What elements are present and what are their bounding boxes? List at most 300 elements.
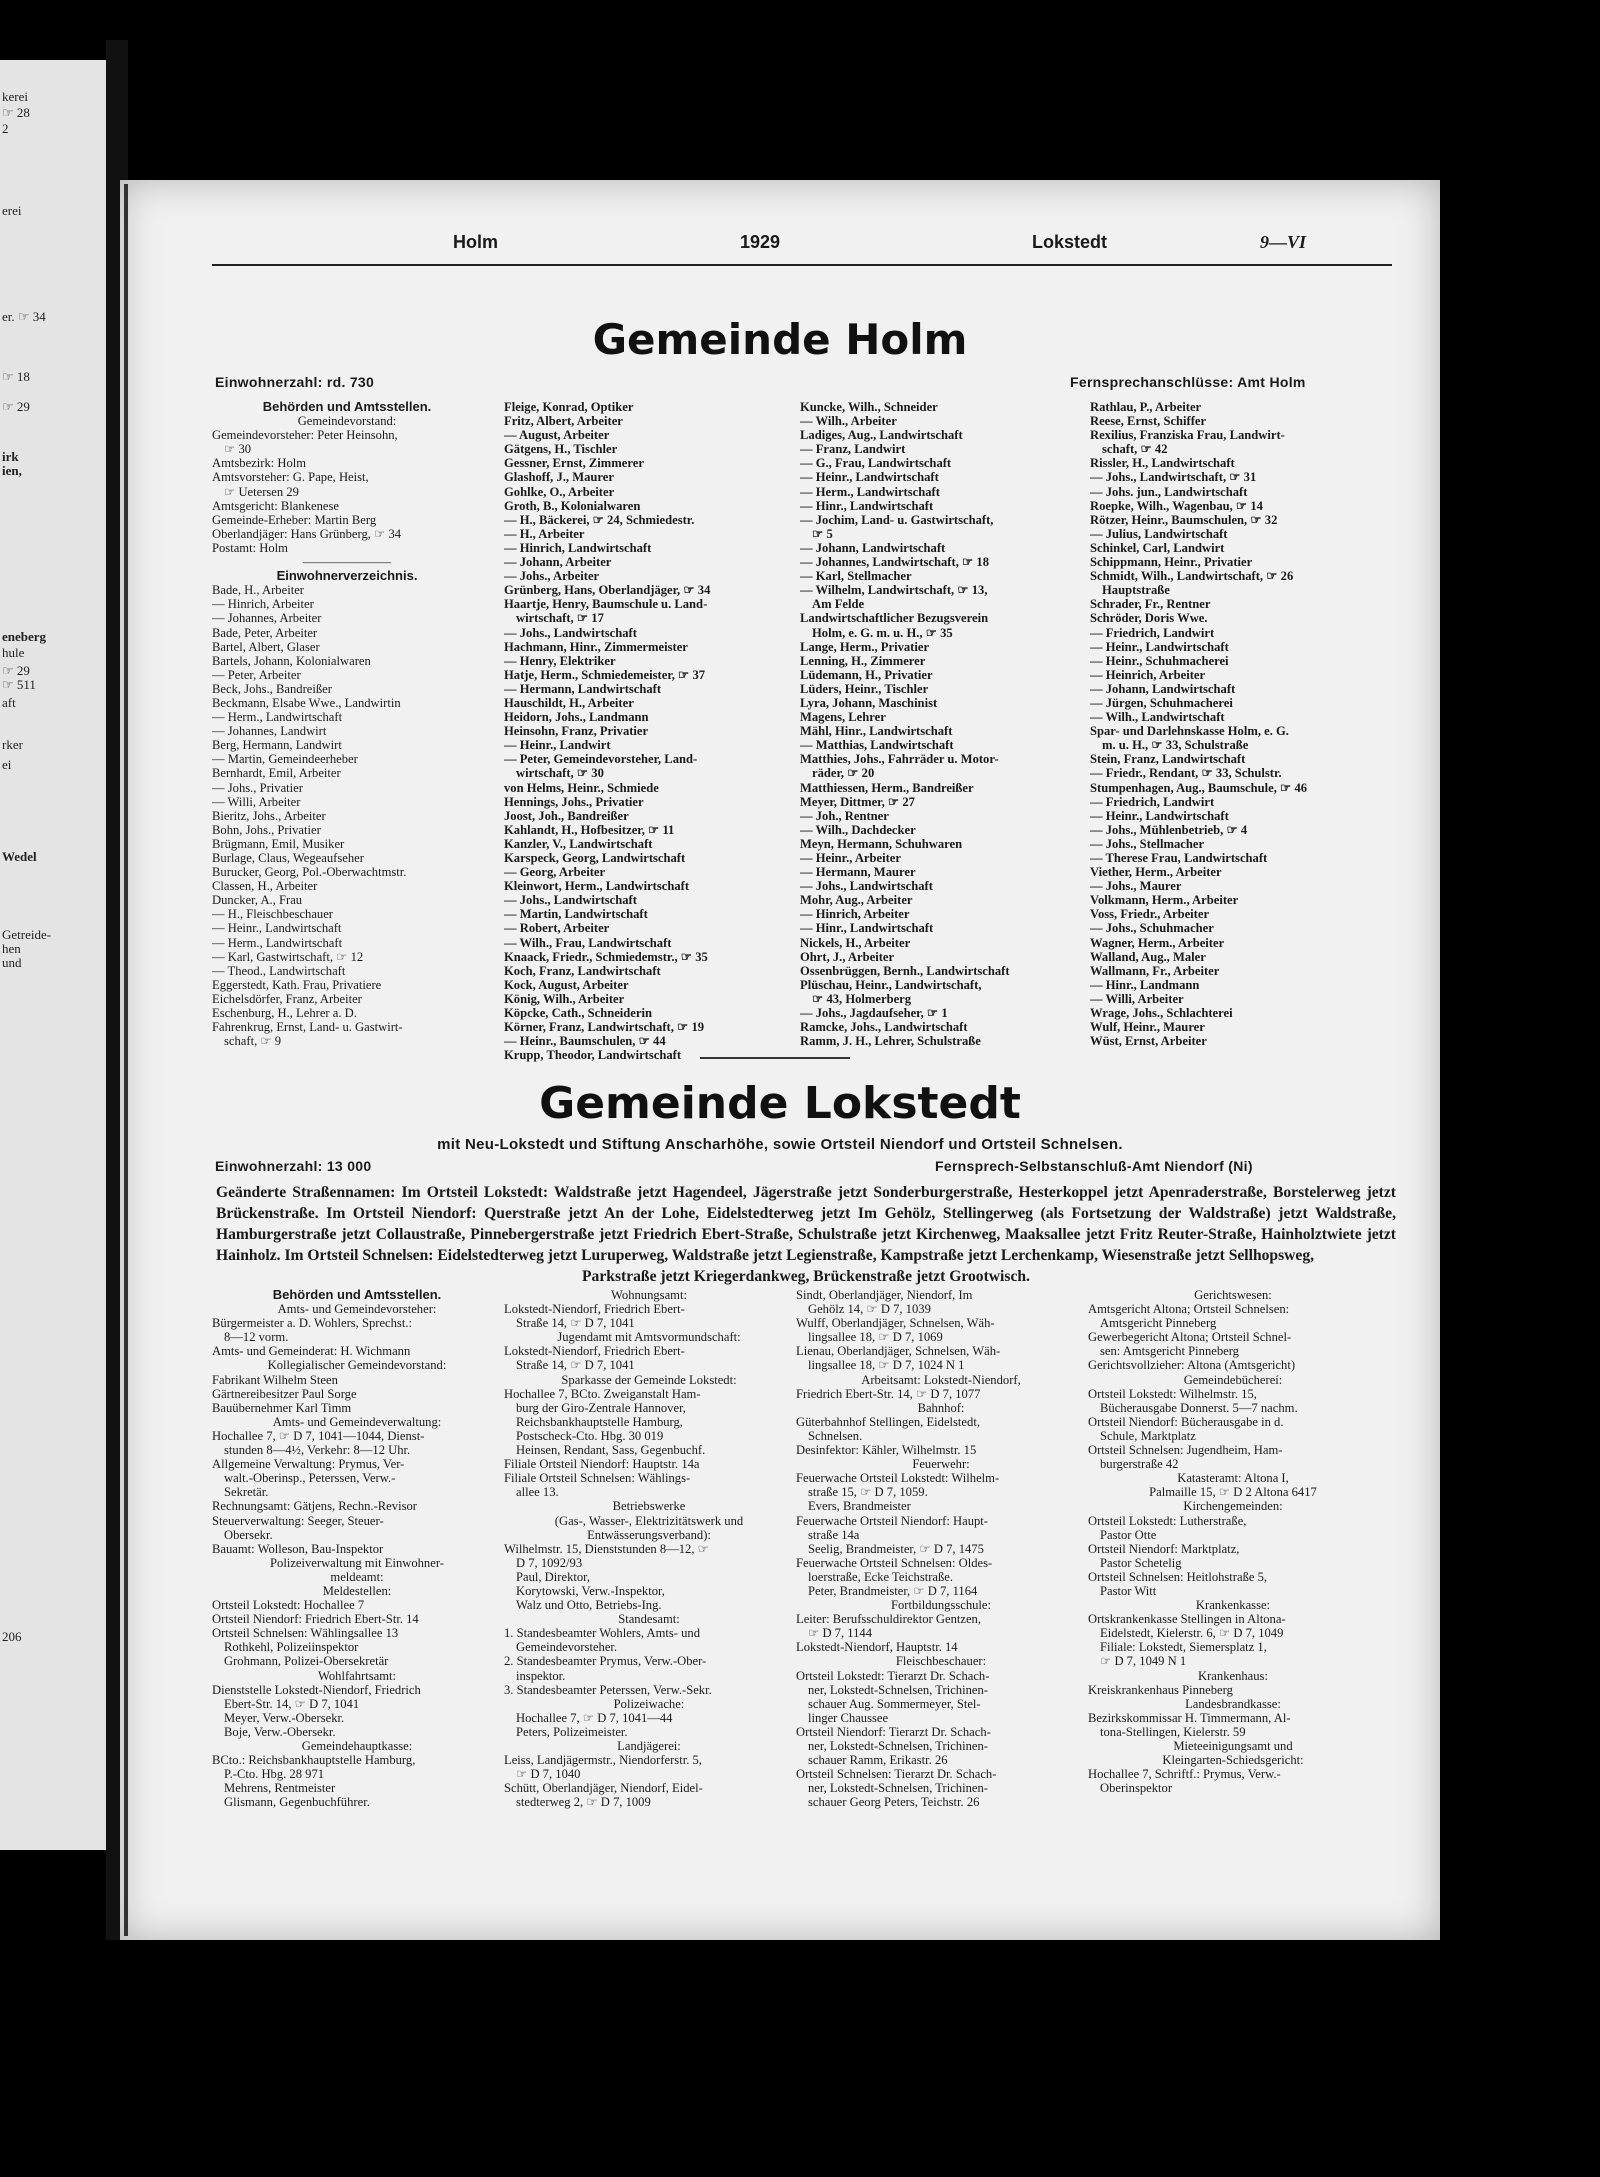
directory-line: — Julius, Landwirtschaft bbox=[1090, 526, 1228, 541]
directory-line: Mieteeinigungsamt und bbox=[1173, 1739, 1293, 1753]
directory-line: — Johs., Landwirtschaft bbox=[504, 625, 637, 640]
directory-line: schauer Ramm, Erikastr. 26 bbox=[808, 1753, 948, 1768]
directory-line: Bürgermeister a. D. Wohlers, Sprechst.: bbox=[212, 1316, 412, 1331]
lokstedt-column-4 bbox=[1088, 1288, 1378, 1795]
directory-line: Mohr, Aug., Arbeiter bbox=[800, 893, 913, 908]
directory-page bbox=[120, 180, 1440, 1940]
directory-line: schaft, ☞ 42 bbox=[1102, 442, 1168, 457]
left-page-text: ei bbox=[2, 757, 12, 772]
directory-line: — Johs., Stellmacher bbox=[1090, 836, 1205, 851]
lokstedt-phone: Fernsprech-Selbstanschluß-Amt Niendorf (Ni) bbox=[935, 1158, 1253, 1174]
directory-line: Krankenkasse: bbox=[1195, 1598, 1271, 1613]
directory-line: Walz und Otto, Betriebs-Ing. bbox=[516, 1598, 662, 1613]
street-name-changes bbox=[216, 1182, 1396, 1287]
directory-line: Grünberg, Hans, Oberlandjäger, ☞ 34 bbox=[504, 583, 711, 598]
directory-line: Walland, Aug., Maler bbox=[1090, 949, 1206, 964]
directory-line: Duncker, A., Frau bbox=[212, 893, 303, 908]
directory-line: wirtschaft, ☞ 17 bbox=[516, 611, 604, 626]
directory-line: Behörden und Amtsstellen. bbox=[262, 400, 432, 414]
left-page-text: ☞ 29 bbox=[2, 399, 30, 414]
directory-line: — Johannes, Landwirt bbox=[212, 724, 327, 739]
directory-line: Bauübernehmer Karl Timm bbox=[212, 1400, 352, 1415]
holm-column-2 bbox=[504, 400, 784, 1062]
left-page-fragment bbox=[0, 60, 112, 1850]
directory-line: Kleinwort, Herm., Landwirtschaft bbox=[504, 879, 690, 894]
left-page-text: kerei bbox=[2, 89, 28, 104]
directory-line: Ortsteil Schnelsen: Heitlohstraße 5, bbox=[1088, 1569, 1268, 1584]
directory-line: Brügmann, Emil, Musiker bbox=[212, 836, 345, 851]
directory-line: — H., Arbeiter bbox=[504, 526, 585, 541]
directory-line: Betriebswerke bbox=[612, 1499, 686, 1514]
directory-line: Sindt, Oberlandjäger, Niendorf, Im bbox=[796, 1288, 973, 1302]
directory-line: Matthies, Johs., Fahrräder u. Motor- bbox=[800, 752, 999, 767]
directory-line: — Heinr., Landwirtschaft bbox=[212, 921, 342, 936]
directory-line: Krupp, Theodor, Landwirtschaft bbox=[504, 1048, 682, 1063]
directory-line: sen: Amtsgericht Pinneberg bbox=[1100, 1344, 1239, 1359]
directory-line: Filiale Ortsteil Niendorf: Hauptstr. 14a bbox=[504, 1457, 700, 1472]
directory-line: Katasteramt: Altona I, bbox=[1177, 1471, 1289, 1486]
directory-line: Kollegialischer Gemeindevorstand: bbox=[267, 1358, 447, 1373]
directory-line: Beckmann, Elsabe Wwe., Landwirtin bbox=[212, 695, 401, 710]
directory-line: Rathlau, P., Arbeiter bbox=[1090, 400, 1202, 414]
directory-line: Kock, August, Arbeiter bbox=[504, 977, 629, 992]
directory-line: Rothkehl, Polizeiinspektor bbox=[224, 1640, 359, 1655]
directory-line: — Hinrich, Arbeiter bbox=[212, 597, 314, 612]
directory-line: — Peter, Gemeindevorsteher, Land- bbox=[504, 752, 698, 767]
directory-line: König, Wilh., Arbeiter bbox=[504, 991, 625, 1006]
directory-line: — Friedrich, Landwirt bbox=[1090, 794, 1215, 809]
directory-line: Hauschildt, H., Arbeiter bbox=[504, 695, 634, 710]
directory-line: — Johannes, Landwirtschaft, ☞ 18 bbox=[800, 555, 990, 570]
directory-line: Leiter: Berufsschuldirektor Gentzen, bbox=[796, 1612, 981, 1627]
directory-line: Ohrt, J., Arbeiter bbox=[800, 949, 895, 964]
directory-line: — Johs. jun., Landwirtschaft bbox=[1090, 484, 1248, 499]
directory-line: — Wilh., Arbeiter bbox=[800, 414, 897, 429]
directory-line: Lokstedt-Niendorf, Friedrich Ebert- bbox=[504, 1302, 685, 1317]
directory-line: Kahlandt, H., Hofbesitzer, ☞ 11 bbox=[504, 822, 675, 837]
directory-line: — Wilh., Landwirtschaft bbox=[1090, 710, 1225, 725]
directory-line: Straße 14, ☞ D 7, 1041 bbox=[516, 1358, 635, 1373]
directory-line: Reese, Ernst, Schiffer bbox=[1090, 414, 1207, 429]
directory-line: Wulff, Oberlandjäger, Schnelsen, Wäh- bbox=[796, 1316, 995, 1331]
directory-line: Heidorn, Johs., Landmann bbox=[504, 710, 649, 725]
left-page-text: ☞ 28 bbox=[2, 105, 30, 120]
directory-line: Hochallee 7, ☞ D 7, 1041—1044, Dienst- bbox=[212, 1428, 425, 1443]
directory-line: loerstraße, Ecke Teichstraße. bbox=[808, 1569, 954, 1584]
directory-line: Rexilius, Franziska Frau, Landwirt- bbox=[1090, 428, 1285, 443]
directory-line: tona-Stellingen, Kielerstr. 59 bbox=[1100, 1724, 1246, 1739]
directory-line: von Helms, Heinr., Schmiede bbox=[504, 780, 659, 795]
directory-line: Am Felde bbox=[812, 597, 865, 612]
left-page-text: ien, bbox=[2, 463, 22, 478]
directory-line: Schmidt, Wilh., Landwirtschaft, ☞ 26 bbox=[1090, 569, 1294, 584]
directory-line: Feuerwache Ortsteil Lokstedt: Wilhelm- bbox=[796, 1471, 1000, 1486]
holm-column-4 bbox=[1090, 400, 1370, 1048]
directory-line: — Hinrich, Landwirtschaft bbox=[504, 540, 652, 555]
directory-line: ☞ 30 bbox=[224, 442, 252, 457]
directory-line: Kanzler, V., Landwirtschaft bbox=[504, 836, 653, 851]
section-divider bbox=[700, 1057, 850, 1059]
directory-line: Glashoff, J., Maurer bbox=[504, 470, 614, 485]
directory-line: — Hermann, Maurer bbox=[800, 865, 916, 880]
left-page-text: eneberg bbox=[2, 629, 47, 644]
directory-line: Eidelstedt, Kielerstr. 6, ☞ D 7, 1049 bbox=[1100, 1626, 1284, 1641]
directory-line: räder, ☞ 20 bbox=[812, 766, 875, 781]
directory-line: — Hinr., Landmann bbox=[1090, 977, 1200, 992]
holm-population: Einwohnerzahl: rd. 730 bbox=[215, 374, 375, 390]
directory-line: Landjägerei: bbox=[617, 1739, 681, 1753]
directory-line: Burlage, Claus, Wegeaufseher bbox=[212, 851, 364, 865]
directory-line: Amts- und Gemeinderat: H. Wichmann bbox=[212, 1344, 411, 1359]
directory-line: Gerichtsvollzieher: Altona (Amtsgericht) bbox=[1088, 1358, 1296, 1373]
directory-line: — Willi, Arbeiter bbox=[1090, 991, 1184, 1006]
directory-line: — Martin, Gemeindeerheber bbox=[212, 752, 358, 767]
directory-line: — Heinr., Landwirtschaft bbox=[1090, 808, 1229, 823]
directory-line: Ortsteil Schnelsen: Tierarzt Dr. Schach- bbox=[796, 1767, 997, 1782]
lokstedt-column-3 bbox=[796, 1288, 1086, 1809]
directory-line: — Heinr., Landwirt bbox=[504, 738, 611, 753]
directory-line: Ortsteil Niendorf: Friedrich Ebert-Str. 14 bbox=[212, 1612, 419, 1627]
directory-line: — Johs., Privatier bbox=[212, 780, 303, 795]
directory-line: Gemeindevorsteher: Peter Heinsohn, bbox=[212, 428, 398, 443]
directory-line: Ortsteil Lokstedt: Hochallee 7 bbox=[212, 1598, 365, 1613]
directory-line: Meldestellen: bbox=[322, 1583, 392, 1598]
directory-line: Krankenhaus: bbox=[1198, 1668, 1268, 1683]
left-page-text: 2 bbox=[2, 121, 9, 136]
directory-line: — Hinr., Landwirtschaft bbox=[800, 498, 934, 513]
directory-line: Schrader, Fr., Rentner bbox=[1090, 597, 1211, 612]
directory-line: Mähl, Hinr., Landwirtschaft bbox=[800, 724, 953, 739]
directory-line: — Peter, Arbeiter bbox=[212, 667, 301, 682]
street-name-changes-text: Geänderte Straßennamen: Im Ortsteil Lokstedt: Waldstraße jetzt Hagendeel, Jägerstraße jetzt Sonderburgerstraße, Hesterkoppel jetzt Apenraderstraße, Borstelerweg jetzt Brückenstraße. Im Ortsteil Niendorf: Querstraße jetzt An der Lohe, Eidelstedterweg jetzt Im Gehölz, Stellingerweg (als Fortsetzung der Waldstraße) jetzt Waldstraße, Hamburgerstraße jetzt Collaustraße, Pinnebergerstraße jetzt Friedrich Ebert-Straße, Schulstraße jetzt Kirchenweg, Maaksallee jetzt Fritz Reuter-Straße, Hainholztwiete jetzt Hainholz. Im Ortsteil Schnelsen: Eidelstedterweg jetzt Luruperweg, Waldstraße jetzt Legienstraße, Kampstraße jetzt Lerchenkamp, Wiesenstraße jetzt Sellhopsweg, bbox=[216, 1184, 1396, 1264]
directory-line: Feuerwache Ortsteil Niendorf: Haupt- bbox=[796, 1513, 988, 1528]
directory-line: ☞ D 7, 1049 N 1 bbox=[1100, 1654, 1187, 1669]
directory-line: Seelig, Brandmeister, ☞ D 7, 1475 bbox=[808, 1541, 984, 1556]
directory-line: Holm, e. G. m. u. H., ☞ 35 bbox=[812, 625, 953, 640]
directory-line: Groth, B., Kolonialwaren bbox=[504, 498, 641, 513]
directory-line: Classen, H., Arbeiter bbox=[212, 879, 318, 894]
directory-line: ☞ 5 bbox=[812, 526, 833, 541]
directory-line: — Wilh., Dachdecker bbox=[800, 822, 916, 837]
directory-line: — Jochim, Land- u. Gastwirtschaft, bbox=[800, 512, 994, 527]
directory-line: Ortsteil Niendorf: Tierarzt Dr. Schach- bbox=[796, 1724, 991, 1739]
directory-line: Ortsteil Niendorf: Bücherausgabe in d. bbox=[1088, 1414, 1284, 1429]
directory-line: Rissler, H., Landwirtschaft bbox=[1090, 456, 1235, 471]
directory-line: — Martin, Landwirtschaft bbox=[504, 907, 648, 922]
directory-line: Grohmann, Polizei-Obersekretär bbox=[224, 1654, 389, 1669]
directory-line: Fleige, Konrad, Optiker bbox=[504, 400, 634, 414]
directory-line: Fabrikant Wilhelm Steen bbox=[212, 1372, 338, 1387]
directory-line: Beck, Johs., Bandreißer bbox=[212, 681, 332, 696]
directory-line: 2. Standesbeamter Prymus, Verw.-Ober- bbox=[504, 1654, 707, 1669]
directory-line: Bücherausgabe Donnerst. 5—7 nachm. bbox=[1100, 1400, 1298, 1415]
left-page-text: Getreide- bbox=[2, 927, 52, 942]
directory-line: Hauptstraße bbox=[1102, 583, 1170, 598]
directory-line: — Johannes, Arbeiter bbox=[212, 611, 322, 626]
directory-line: Gehölz 14, ☞ D 7, 1039 bbox=[808, 1302, 931, 1317]
header-page-ref: 9—VI bbox=[1260, 232, 1307, 252]
directory-line: — Johann, Landwirtschaft bbox=[800, 540, 946, 555]
directory-line: Schröder, Doris Wwe. bbox=[1090, 611, 1208, 626]
directory-line: Wohlfahrtsamt: bbox=[317, 1668, 397, 1683]
directory-line: — Heinr., Landwirtschaft bbox=[800, 470, 939, 485]
directory-line: Magens, Lehrer bbox=[800, 710, 886, 725]
directory-line: — Karl, Stellmacher bbox=[800, 569, 912, 584]
directory-line: Wallmann, Fr., Arbeiter bbox=[1090, 963, 1220, 978]
directory-line: BCto.: Reichsbankhauptstelle Hamburg, bbox=[212, 1753, 416, 1768]
directory-line: lingsallee 18, ☞ D 7, 1069 bbox=[808, 1330, 943, 1345]
directory-line: Eichelsdörfer, Franz, Arbeiter bbox=[212, 991, 362, 1006]
directory-line: Sekretär. bbox=[224, 1485, 269, 1500]
directory-line: linger Chaussee bbox=[808, 1710, 889, 1725]
directory-line: Filiale Ortsteil Schnelsen: Wählings- bbox=[504, 1471, 691, 1486]
directory-line: ☞ D 7, 1144 bbox=[808, 1626, 872, 1641]
directory-line: burgerstraße 42 bbox=[1100, 1457, 1179, 1472]
directory-line: Polizeiwache: bbox=[613, 1696, 685, 1711]
directory-line: Ortsteil Lokstedt: Wilhelmstr. 15, bbox=[1088, 1386, 1257, 1401]
directory-line: — Matthias, Landwirtschaft bbox=[800, 738, 954, 753]
directory-line: — Henry, Elektriker bbox=[504, 653, 616, 668]
directory-line: D 7, 1092/93 bbox=[516, 1555, 583, 1570]
directory-line: Kuncke, Wilh., Schneider bbox=[800, 400, 938, 414]
directory-line: Oberinspektor bbox=[1100, 1781, 1173, 1796]
directory-line: Viether, Herm., Arbeiter bbox=[1090, 865, 1222, 880]
directory-line: — Friedrich, Landwirt bbox=[1090, 625, 1215, 640]
directory-line: Lange, Herm., Privatier bbox=[800, 639, 930, 654]
directory-line: Gemeindehauptkasse: bbox=[301, 1739, 413, 1753]
directory-line: Bieritz, Johs., Arbeiter bbox=[212, 808, 326, 823]
directory-line: — G., Frau, Landwirtschaft bbox=[800, 456, 952, 471]
directory-line: m. u. H., ☞ 33, Schulstraße bbox=[1102, 738, 1249, 753]
directory-line: — Theod., Landwirtschaft bbox=[212, 963, 346, 978]
directory-line: Ortsteil Schnelsen: Jugendheim, Ham- bbox=[1088, 1443, 1283, 1458]
directory-line: Ortsteil Schnelsen: Wählingsallee 13 bbox=[212, 1626, 399, 1641]
directory-line: Dienststelle Lokstedt-Niendorf, Friedrich bbox=[212, 1682, 421, 1697]
directory-line: — Johs., Maurer bbox=[1090, 879, 1182, 894]
directory-line: ner, Lokstedt-Schnelsen, Trichinen- bbox=[808, 1739, 988, 1753]
directory-line: 3. Standesbeamter Peterssen, Verw.-Sekr. bbox=[504, 1682, 712, 1697]
directory-line: Jugendamt mit Amtsvormundschaft: bbox=[557, 1330, 741, 1345]
directory-line: — Johs., Landwirtschaft bbox=[504, 893, 637, 908]
directory-line: Karspeck, Georg, Landwirtschaft bbox=[504, 851, 686, 865]
directory-line: — Jürgen, Schuhmacherei bbox=[1090, 695, 1233, 710]
directory-line: — Johs., Landwirtschaft bbox=[800, 879, 933, 894]
directory-line: — H., Fleischbeschauer bbox=[212, 907, 334, 922]
directory-line: Bade, H., Arbeiter bbox=[212, 583, 304, 598]
running-header bbox=[210, 232, 1390, 258]
directory-line: Leiss, Landjägermstr., Niendorferstr. 5, bbox=[504, 1753, 702, 1768]
directory-line: — H., Bäckerei, ☞ 24, Schmiedestr. bbox=[504, 512, 695, 527]
directory-line: straße 15, ☞ D 7, 1059. bbox=[808, 1485, 928, 1500]
directory-line: Schnelsen. bbox=[808, 1428, 863, 1443]
holm-title: Gemeinde Holm bbox=[592, 315, 968, 364]
directory-line: Fleischbeschauer: bbox=[895, 1654, 987, 1669]
directory-line: Ortsteil Niendorf: Marktplatz, bbox=[1088, 1541, 1240, 1556]
directory-line: Stumpenhagen, Aug., Baumschule, ☞ 46 bbox=[1090, 780, 1308, 795]
directory-line: Kreiskrankenhaus Pinneberg bbox=[1088, 1682, 1233, 1697]
directory-line: Voss, Friedr., Arbeiter bbox=[1090, 907, 1210, 922]
left-page-text: und bbox=[2, 955, 22, 970]
directory-line: Obersekr. bbox=[224, 1527, 273, 1542]
directory-line: Joost, Joh., Bandreißer bbox=[504, 808, 629, 823]
directory-line: Kirchengemeinden: bbox=[1183, 1499, 1283, 1514]
directory-line: Nickels, H., Arbeiter bbox=[800, 935, 911, 950]
header-rule bbox=[212, 264, 1392, 266]
directory-line: Behörden und Amtsstellen. bbox=[272, 1288, 442, 1302]
directory-line: Burucker, Georg, Pol.-Oberwachtmstr. bbox=[212, 865, 407, 880]
directory-line: — August, Arbeiter bbox=[504, 428, 610, 443]
directory-line: Haartje, Henry, Baumschule u. Land- bbox=[504, 597, 708, 612]
directory-line: lingsallee 18, ☞ D 7, 1024 N 1 bbox=[808, 1358, 965, 1373]
directory-line: walt.-Oberinsp., Peterssen, Verw.- bbox=[224, 1471, 396, 1486]
directory-line: meldeamt: bbox=[330, 1569, 384, 1584]
directory-line: wirtschaft, ☞ 30 bbox=[516, 766, 604, 781]
directory-line: Gemeindevorstand: bbox=[297, 414, 397, 429]
directory-line: Spar- und Darlehnskasse Holm, e. G. bbox=[1090, 724, 1289, 739]
street-name-changes-last: Parkstraße jetzt Kriegerdankweg, Brückenstraße jetzt Grootwisch. bbox=[582, 1268, 1030, 1285]
directory-line: Bartel, Albert, Glaser bbox=[212, 639, 320, 654]
directory-line: — Johs., Schuhmacher bbox=[1090, 921, 1214, 936]
directory-line: Entwässerungsverband): bbox=[587, 1527, 711, 1542]
directory-line: Amtsgericht: Blankenese bbox=[212, 498, 339, 513]
directory-line: Reichsbankhauptstelle Hamburg, bbox=[516, 1414, 683, 1429]
directory-line: — Johann, Arbeiter bbox=[504, 555, 612, 570]
directory-line: Friedrich Ebert-Str. 14, ☞ D 7, 1077 bbox=[796, 1386, 981, 1401]
directory-line: Hatje, Herm., Schmiedemeister, ☞ 37 bbox=[504, 667, 706, 682]
directory-line: Ramm, J. H., Lehrer, Schulstraße bbox=[800, 1034, 981, 1049]
directory-line: Wulf, Heinr., Maurer bbox=[1090, 1020, 1205, 1035]
directory-line: Feuerwehr: bbox=[912, 1457, 970, 1472]
directory-line: Mehrens, Rentmeister bbox=[224, 1781, 336, 1796]
directory-line: — Heinrich, Arbeiter bbox=[1090, 667, 1206, 682]
directory-line: Amtsvorsteher: G. Pape, Heist, bbox=[212, 470, 369, 485]
left-page-text: aft bbox=[2, 695, 16, 710]
directory-line: 1. Standesbeamter Wohlers, Amts- und bbox=[504, 1626, 701, 1641]
left-page-text: rker bbox=[2, 737, 23, 752]
directory-line: — Hermann, Landwirtschaft bbox=[504, 681, 662, 696]
directory-line: Sparkasse der Gemeinde Lokstedt: bbox=[561, 1372, 737, 1387]
directory-line: P.-Cto. Hbg. 28 971 bbox=[224, 1767, 325, 1782]
directory-line: Fahrenkrug, Ernst, Land- u. Gastwirt- bbox=[212, 1020, 403, 1035]
directory-line: Roepke, Wilh., Wagenbau, ☞ 14 bbox=[1090, 498, 1263, 513]
directory-line: Hochallee 7, ☞ D 7, 1041—44 bbox=[516, 1710, 673, 1725]
left-page-text: erei bbox=[2, 203, 22, 218]
directory-line: Rötzer, Heinr., Baumschulen, ☞ 32 bbox=[1090, 512, 1278, 527]
directory-line: Ortsteil Lokstedt: Tierarzt Dr. Schach- bbox=[796, 1668, 990, 1683]
directory-line: Schinkel, Carl, Landwirt bbox=[1090, 540, 1225, 555]
directory-line: Ladiges, Aug., Landwirtschaft bbox=[800, 428, 963, 443]
directory-line: Gätgens, H., Tischler bbox=[504, 442, 618, 457]
directory-line: — Georg, Arbeiter bbox=[504, 865, 606, 880]
directory-line: — Willi, Arbeiter bbox=[212, 794, 301, 809]
directory-line: — Wilhelm, Landwirtschaft, ☞ 13, bbox=[800, 583, 988, 598]
directory-line: Körner, Franz, Landwirtschaft, ☞ 19 bbox=[504, 1020, 705, 1035]
directory-line: Bade, Peter, Arbeiter bbox=[212, 625, 318, 640]
directory-line: Schule, Marktplatz bbox=[1100, 1428, 1196, 1443]
directory-line: — Heinr., Baumschulen, ☞ 44 bbox=[504, 1034, 666, 1049]
directory-line: Pastor Otte bbox=[1100, 1527, 1157, 1542]
directory-line: Bartels, Johann, Kolonialwaren bbox=[212, 653, 371, 668]
directory-line: Filiale: Lokstedt, Siemersplatz 1, bbox=[1100, 1640, 1267, 1655]
directory-line: Matthiessen, Herm., Bandreißer bbox=[800, 780, 974, 795]
directory-line: Gemeindevorsteher. bbox=[516, 1640, 618, 1655]
directory-line: Pastor Schetelig bbox=[1100, 1555, 1182, 1570]
directory-line: Amts- und Gemeindevorsteher: bbox=[277, 1302, 437, 1317]
lokstedt-column-1 bbox=[212, 1288, 502, 1809]
left-page-text: ☞ 29 bbox=[2, 663, 30, 678]
directory-line: Bahnhof: bbox=[917, 1400, 965, 1415]
directory-line: inspektor. bbox=[516, 1668, 566, 1683]
directory-line: Lienau, Oberlandjäger, Schnelsen, Wäh- bbox=[796, 1344, 1001, 1359]
directory-line: Peter, Brandmeister, ☞ D 7, 1164 bbox=[808, 1583, 978, 1598]
directory-line: stedterweg 2, ☞ D 7, 1009 bbox=[516, 1795, 651, 1810]
directory-line: — Hinr., Landwirtschaft bbox=[800, 921, 934, 936]
directory-line: Stein, Franz, Landwirtschaft bbox=[1090, 752, 1246, 767]
directory-line: Lüders, Heinr., Tischler bbox=[800, 681, 929, 696]
directory-line: Glismann, Gegenbuchführer. bbox=[224, 1795, 370, 1810]
directory-line: Hennings, Johs., Privatier bbox=[504, 794, 644, 809]
directory-line: Ossenbrüggen, Bernh., Landwirtschaft bbox=[800, 963, 1010, 978]
directory-line: Plüschau, Heinr., Landwirtschaft, bbox=[800, 977, 982, 992]
directory-line: — Heinr., Schuhmacherei bbox=[1090, 653, 1229, 668]
directory-line: Koch, Franz, Landwirtschaft bbox=[504, 963, 661, 978]
directory-line: Schippmann, Heinr., Privatier bbox=[1090, 555, 1253, 570]
directory-line: Lokstedt-Niendorf, Hauptstr. 14 bbox=[796, 1640, 958, 1655]
directory-line: Landwirtschaftlicher Bezugsverein bbox=[800, 611, 989, 626]
directory-line: — Johs., Landwirtschaft, ☞ 31 bbox=[1090, 470, 1257, 485]
directory-line: Straße 14, ☞ D 7, 1041 bbox=[516, 1316, 635, 1331]
lokstedt-title: Gemeinde Lokstedt bbox=[539, 1078, 1021, 1129]
directory-line: Desinfektor: Kähler, Wilhelmstr. 15 bbox=[796, 1443, 977, 1458]
directory-line: — Joh., Rentner bbox=[800, 808, 889, 823]
directory-line: Köpcke, Cath., Schneiderin bbox=[504, 1006, 652, 1021]
directory-line: Hachmann, Hinr., Zimmermeister bbox=[504, 639, 688, 654]
directory-line: Amts- und Gemeindeverwaltung: bbox=[272, 1414, 442, 1429]
directory-line: Gewerbegericht Altona; Ortsteil Schnel- bbox=[1088, 1330, 1292, 1345]
directory-line: Bernhardt, Emil, Arbeiter bbox=[212, 766, 341, 781]
directory-line: Allgemeine Verwaltung: Prymus, Ver- bbox=[212, 1457, 405, 1472]
directory-line: burg der Giro-Zentrale Hannover, bbox=[516, 1400, 686, 1415]
directory-line: Landesbrandkasse: bbox=[1185, 1696, 1281, 1711]
directory-line: Amtsbezirk: Holm bbox=[212, 456, 307, 471]
directory-line: ——————— bbox=[302, 555, 392, 570]
directory-line: Polizeiverwaltung mit Einwohner- bbox=[270, 1555, 444, 1570]
directory-line: Wilhelmstr. 15, Dienststunden 8—12, ☞ bbox=[504, 1541, 709, 1556]
directory-line: — Hinrich, Arbeiter bbox=[800, 907, 910, 922]
directory-line: Einwohnerverzeichnis. bbox=[276, 569, 418, 584]
directory-line: Boje, Verw.-Obersekr. bbox=[224, 1724, 336, 1739]
directory-line: Ramcke, Johs., Landwirtschaft bbox=[800, 1020, 968, 1035]
directory-line: Lenning, H., Zimmerer bbox=[800, 653, 926, 668]
directory-line: Steuerverwaltung: Seeger, Steuer- bbox=[212, 1513, 384, 1528]
directory-line: Postamt: Holm bbox=[212, 540, 288, 555]
left-page-text: hen bbox=[2, 941, 21, 956]
holm-column-3 bbox=[800, 400, 1080, 1048]
directory-line: Eschenburg, H., Lehrer a. D. bbox=[212, 1006, 357, 1021]
directory-line: Gemeinde-Erheber: Martin Berg bbox=[212, 512, 377, 527]
directory-line: Hochallee 7, BCto. Zweiganstalt Ham- bbox=[504, 1386, 701, 1401]
directory-line: — Therese Frau, Landwirtschaft bbox=[1090, 851, 1268, 865]
directory-line: — Johs., Arbeiter bbox=[504, 569, 600, 584]
directory-line: Rechnungsamt: Gätjens, Rechn.-Revisor bbox=[212, 1499, 417, 1514]
directory-line: Amtsgericht Pinneberg bbox=[1100, 1316, 1217, 1331]
directory-line: — Friedr., Rendant, ☞ 33, Schulstr. bbox=[1090, 766, 1282, 781]
directory-line: Pastor Witt bbox=[1100, 1583, 1157, 1598]
directory-line: Lokstedt-Niendorf, Friedrich Ebert- bbox=[504, 1344, 685, 1359]
directory-line: — Herm., Landwirtschaft bbox=[212, 710, 343, 725]
directory-line: — Karl, Gastwirtschaft, ☞ 12 bbox=[212, 949, 364, 964]
directory-line: Heinsohn, Franz, Privatier bbox=[504, 724, 649, 739]
